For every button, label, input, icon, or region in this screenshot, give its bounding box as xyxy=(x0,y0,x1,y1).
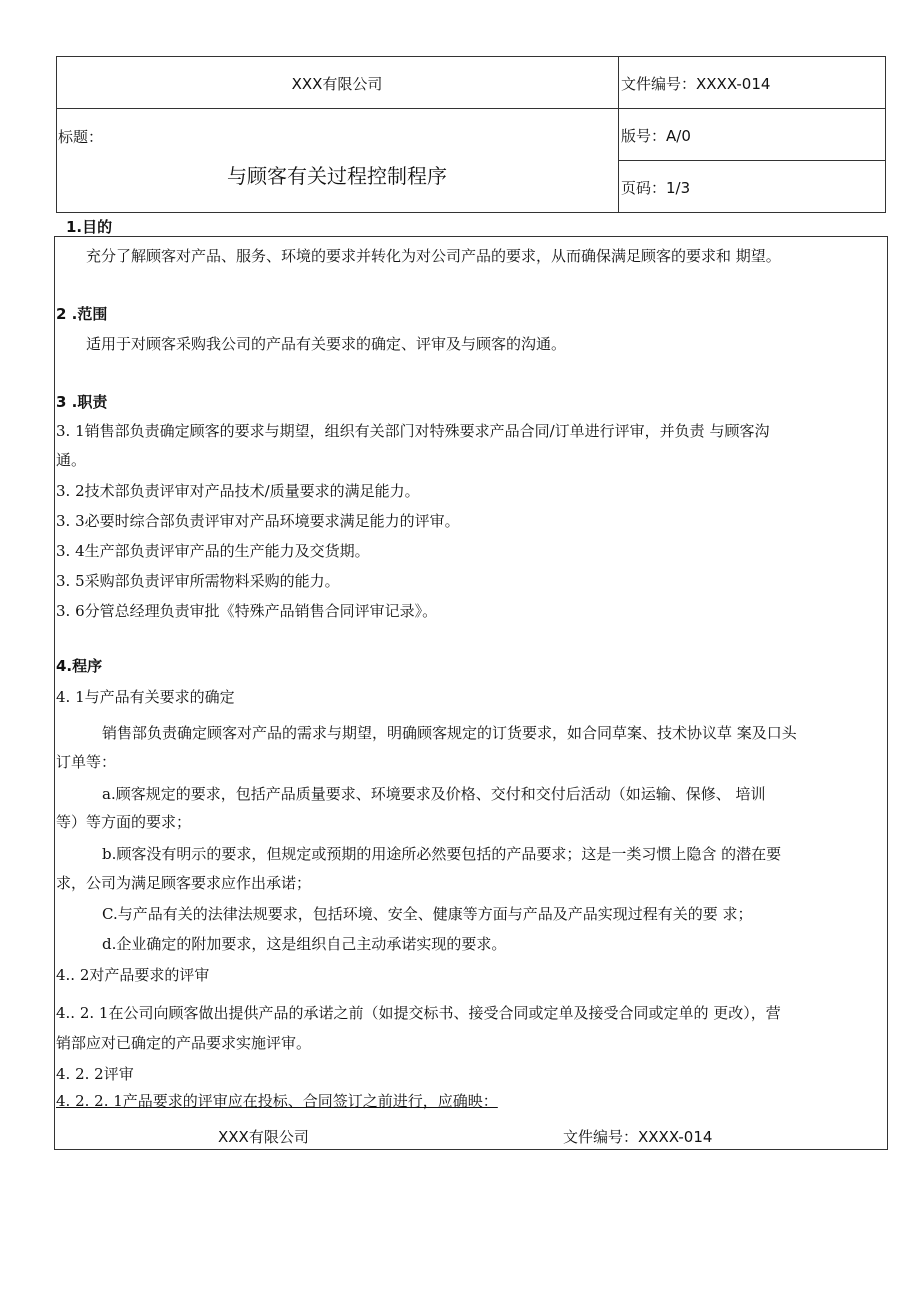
section-3-3: 3. 3必要时综合部负责评审对产品环境要求满足能力的评审。 xyxy=(56,512,460,530)
header-doc-number: 文件编号：XXXX-014 xyxy=(621,75,771,93)
section-4-heading: 4.程序 xyxy=(56,657,103,675)
section-4-2-2-1: 4. 2. 2. 1产品要求的评审应在投标、合同签订之前进行，应确映： xyxy=(56,1092,498,1110)
section-4-1-body-line1: 销售部负责确定顾客对产品的需求与期望，明确顾客规定的订货要求，如合同草案、技术协议草 案及口头 xyxy=(102,724,797,742)
section-4-2: 4.. 2对产品要求的评审 xyxy=(56,966,210,984)
page-title: 与顾客有关过程控制程序 xyxy=(227,164,447,188)
item-b-line2: 求，公司为满足顾客要求应作出承诺； xyxy=(56,874,312,892)
footer-company: XXX有限公司 xyxy=(218,1128,309,1146)
section-3-1-line1: 3. 1销售部负责确定顾客的要求与期望，组织有关部门对特殊要求产品合同/订单进行评审，并负责 与顾客沟 xyxy=(56,422,770,440)
section-2-body: 适用于对顾客采购我公司的产品有关要求的确定、评审及与顾客的沟通。 xyxy=(86,335,567,353)
section-1-body: 充分了解顾客对产品、服务、环境的要求并转化为对公司产品的要求，从而确保满足顾客的要求和 期望。 xyxy=(86,247,781,265)
item-a-line2: 等）等方面的要求； xyxy=(56,813,192,831)
section-3-heading: 3 .职责 xyxy=(56,393,108,411)
section-1-heading: 1.目的 xyxy=(66,218,113,236)
section-2-heading: 2 .范围 xyxy=(56,305,108,323)
section-3-2: 3. 2技术部负责评审对产品技术/质量要求的满足能力。 xyxy=(56,482,420,500)
section-3-5: 3. 5采购部负责评审所需物料采购的能力。 xyxy=(56,572,340,590)
footer-doc-number: 文件编号：XXXX-014 xyxy=(563,1128,713,1146)
item-c: C.与产品有关的法律法规要求，包括环境、安全、健康等方面与产品及产品实现过程有关的要 求； xyxy=(102,905,753,923)
header-title-label: 标题： xyxy=(58,128,104,146)
header-company: XXX有限公司 xyxy=(291,75,383,93)
section-4-1-body-line2: 订单等： xyxy=(56,753,117,771)
item-b-line1: b.顾客没有明示的要求，但规定或预期的用途所必然要包括的产品要求；这是一类习惯上隐含 的潜在要 xyxy=(102,845,782,863)
section-4-2-1-line1: 4.. 2. 1在公司向顾客做出提供产品的承诺之前（如提交标书、接受合同或定单及接受合同或定单的 更改），营 xyxy=(56,1004,781,1022)
header-version: 版号：A/0 xyxy=(621,127,691,145)
section-3-1-line2: 通。 xyxy=(56,451,87,469)
section-3-4: 3. 4生产部负责评审产品的生产能力及交货期。 xyxy=(56,542,370,560)
header-page-number: 页码：1/3 xyxy=(621,179,691,197)
section-3-6: 3. 6分管总经理负责审批《特殊产品销售合同评审记录》。 xyxy=(56,602,438,620)
item-a-line1: a.顾客规定的要求，包括产品质量要求、环境要求及价格、交付和交付后活动（如运输、保修、 培训 xyxy=(102,785,766,803)
section-4-1: 4. 1与产品有关要求的确定 xyxy=(56,688,235,706)
section-4-2-2: 4. 2. 2评审 xyxy=(56,1065,134,1083)
item-d: d.企业确定的附加要求，这是组织自己主动承诺实现的要求。 xyxy=(102,935,507,953)
section-4-2-1-line2: 销部应对已确定的产品要求实施评审。 xyxy=(56,1034,312,1052)
